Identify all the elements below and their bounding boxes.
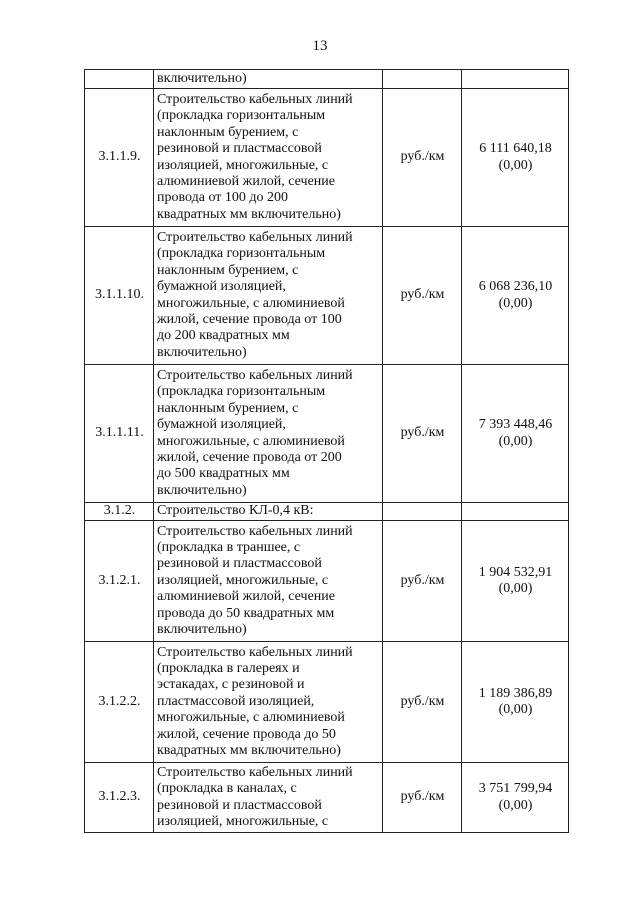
table-row (85, 521, 569, 642)
row-description: Строительство кабельных линий (прокладка горизонтальным наклонным бурением, с бумажной изоляцией, многожильные, с алюминиевой жилой, сечение провода от 200 до 500 квадратных мм включительно) (154, 365, 383, 503)
row-number: 3.1.1.9. (85, 89, 154, 227)
row-value: 6 111 640,18 (0,00) (462, 89, 569, 227)
table-row (85, 227, 569, 365)
tariff-table (84, 69, 569, 833)
row-unit: руб./км (383, 763, 462, 833)
row-value: 7 393 448,46 (0,00) (462, 365, 569, 503)
row-number: 3.1.1.11. (85, 365, 154, 503)
row-unit: руб./км (383, 227, 462, 365)
row-number: 3.1.2.3. (85, 763, 154, 833)
row-description: Строительство кабельных линий (прокладка горизонтальным наклонным бурением, с резиновой и пластмассовой изоляцией, многожильные, с алюминиевой жилой, сечение провода от 100 до 200 квадратных мм включительно) (154, 89, 383, 227)
row-description: Строительство КЛ-0,4 кВ: (154, 503, 383, 521)
row-unit: руб./км (383, 521, 462, 642)
row-unit (383, 70, 462, 89)
row-unit: руб./км (383, 365, 462, 503)
table-row (85, 763, 569, 833)
page-number: 13 (312, 38, 328, 54)
row-unit: руб./км (383, 89, 462, 227)
table-row (85, 642, 569, 763)
row-number: 3.1.1.10. (85, 227, 154, 365)
row-number: 3.1.2. (85, 503, 154, 521)
row-value: 1 189 386,89 (0,00) (462, 642, 569, 763)
row-value (462, 503, 569, 521)
row-description: Строительство кабельных линий (прокладка горизонтальным наклонным бурением, с бумажной изоляцией, многожильные, с алюминиевой жилой, сечение провода от 100 до 200 квадратных мм включительно) (154, 227, 383, 365)
table-row (85, 503, 569, 521)
row-number: 3.1.2.2. (85, 642, 154, 763)
table-row (85, 365, 569, 503)
row-value: 6 068 236,10 (0,00) (462, 227, 569, 365)
row-value: 1 904 532,91 (0,00) (462, 521, 569, 642)
row-number: 3.1.2.1. (85, 521, 154, 642)
table-row (85, 70, 569, 89)
row-unit: руб./км (383, 642, 462, 763)
row-value: 3 751 799,94 (0,00) (462, 763, 569, 833)
row-description: Строительство кабельных линий (прокладка в каналах, с резиновой и пластмассовой изоляцией, многожильные, с (154, 763, 383, 833)
row-description: Строительство кабельных линий (прокладка в траншее, с резиновой и пластмассовой изоляцией, многожильные, с алюминиевой жилой, сечение провода до 50 квадратных мм включительно) (154, 521, 383, 642)
table-row (85, 89, 569, 227)
row-description: Строительство кабельных линий (прокладка в галереях и эстакадах, с резиновой и пластмассовой изоляцией, многожильные, с алюминиевой жилой, сечение провода до 50 квадратных мм включительно) (154, 642, 383, 763)
row-value (462, 70, 569, 89)
row-number (85, 70, 154, 89)
row-description: включительно) (154, 70, 383, 89)
row-unit (383, 503, 462, 521)
